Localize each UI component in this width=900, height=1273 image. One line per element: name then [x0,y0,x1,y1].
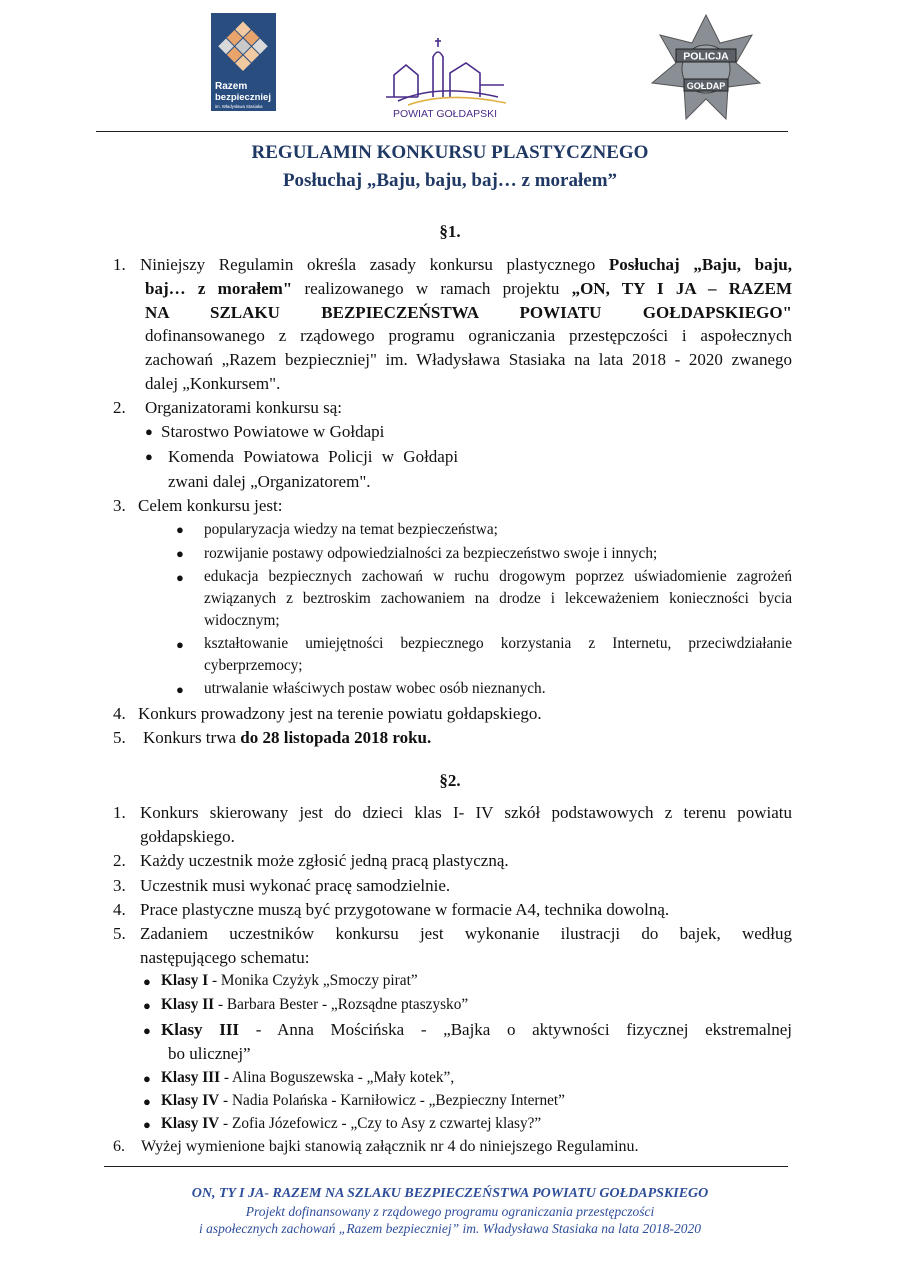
organizer-item: Komenda Powiatowa Policji w Gołdapi [168,447,459,466]
s2-p4-number: 4. [113,900,126,919]
story-text: - Barbara Bester - „Rozsądne ptaszysko” [214,996,469,1013]
class-label: Klasy III [161,1069,221,1086]
class-story-item-cont: bo ulicznej” [168,1044,251,1063]
s2-p5-number: 5. [113,924,126,943]
powiat-goldapski-logo [378,35,512,121]
s1-p1-text: realizowanego w ramach projektu [292,279,572,298]
bullet-icon: ● [176,637,184,652]
svg-text:POWIAT GOŁDAPSKI: POWIAT GOŁDAPSKI [392,108,498,120]
s1-p1-line-2 [145,277,792,300]
s1-p1-line-1 [140,253,792,276]
class-story-item [161,970,418,991]
bullet-icon: ● [143,1071,151,1086]
goal-item-cont: cyberprzemocy; [204,657,303,674]
document-subtitle: Posłuchaj „Baju, baju, baj… z morałem” [282,170,618,191]
goal-item: kształtowanie umiejętności bezpiecznego korzystania z Internetu, przeciwdziałanie [204,635,792,652]
header-divider [96,131,788,132]
s1-p1-number: 1. [113,255,126,274]
class-label: Klasy IV [161,1092,220,1109]
project-name: „ON, TY I JA – RAZEM [571,279,792,298]
class-story-item [161,994,468,1015]
policja-badge-graphic [650,13,762,125]
s2-p2-number: 2. [113,851,126,870]
contest-name: Posłuchaj „Baju, baju, [608,255,792,274]
goal-item: rozwijanie postawy odpowiedzialności za bezpieczeństwo swoje i innych; [204,545,658,562]
goal-item: utrwalanie właściwych postaw wobec osób nieznanych. [204,680,546,697]
footer-line-2: Projekt dofinansowany z rządowego programu ograniczania przestępczości [245,1204,655,1219]
svg-text:POLICJA: POLICJA [683,50,729,63]
s2-p6-text: Wyżej wymienione bajki stanowią załącznik nr 4 do niniejszego Regulaminu. [141,1138,639,1155]
story-text: - Monika Czyżyk „Smoczy pirat” [208,972,418,989]
s2-p2-text: Każdy uczestnik może zgłosić jedną pracą plastyczną. [140,851,509,870]
section-1-heading: §1. [439,222,461,241]
s2-p3-number: 3. [113,876,126,895]
s2-p1-number: 1. [113,803,126,822]
bullet-icon: ● [143,998,151,1013]
svg-text:bezpieczniej: bezpieczniej [215,92,271,103]
s1-p3-text: Celem konkursu jest: [138,496,283,515]
bullet-icon: ● [145,424,153,439]
class-story-item [161,1018,792,1041]
s1-p4-number: 4. [113,704,126,723]
s2-p1-line-1: Konkurs skierowany jest do dzieci klas I- IV szkół podstawowych z terenu powiatu [140,803,792,822]
contest-name-cont: baj… z morałem" [145,279,293,298]
bullet-icon: ● [176,522,184,537]
s2-p5-line-1: Zadaniem uczestników konkursu jest wykonanie ilustracji do bajek, według [140,924,792,943]
story-text: - Zofia Józefowicz - „Czy to Asy z czwartej klasy?” [219,1115,542,1132]
s1-p3-number: 3. [113,496,126,515]
bullet-icon: ● [176,682,184,697]
bullet-icon: ● [176,546,184,561]
svg-text:Razem: Razem [215,81,248,92]
class-label: Klasy I [161,972,209,989]
s1-p5-number: 5. [113,728,126,747]
policja-goldap-badge [650,13,762,125]
s1-p1-line-6: dalej „Konkursem". [145,374,281,393]
goal-item: popularyzacja wiedzy na temat bezpieczeństwa; [204,521,498,538]
s1-p1-text: Niniejszy Regulamin określa zasady konkursu plastycznego [140,255,609,274]
class-story-item [161,1067,454,1088]
goal-item: edukacja bezpiecznych zachowań w ruchu drogowym poprzez uświadomienie zagrożeń [204,568,792,585]
class-label: Klasy IV [161,1115,220,1132]
s1-p1-line-4: dofinansowanego z rządowego programu ograniczania przestępczości i aspołecznych [145,326,792,345]
razem-logo-graphic [211,13,276,111]
class-story-item [161,1113,541,1134]
s1-p4-text: Konkurs prowadzony jest na terenie powiatu gołdapskiego. [138,704,542,723]
svg-text:GOŁDAP: GOŁDAP [686,81,726,91]
bullet-icon: ● [143,1117,151,1132]
footer-line-3: i aspołecznych zachowań „Razem bezpieczniej” im. Władysława Stasiaka na lata 2018-2020 [198,1221,702,1236]
s1-p2-text: Organizatorami konkursu są: [145,398,343,417]
section-2-heading: §2. [439,771,461,790]
class-label: Klasy III [161,1020,240,1039]
document-title: REGULAMIN KONKURSU PLASTYCZNEGO [251,142,649,163]
s1-p1-line-3 [145,301,792,324]
footer-divider [104,1166,788,1167]
bullet-icon: ● [143,974,151,989]
s2-p4-text: Prace plastyczne muszą być przygotowane w formacie A4, technika dowolną. [140,900,670,919]
footer-project-name: ON, TY I JA- RAZEM NA SZLAKU BEZPIECZEŃSTWA POWIATU GOŁDAPSKIEGO [191,1186,709,1201]
s2-p1-line-2: gołdapskiego. [140,827,235,846]
project-name-cont: NA SZLAKU BEZPIECZEŃSTWA POWIATU GOŁDAPSKIEGO" [145,303,792,322]
bullet-icon: ● [143,1094,151,1109]
story-text: - Alina Boguszewska - „Mały kotek”, [220,1069,455,1086]
s2-p3-text: Uczestnik musi wykonać pracę samodzielnie. [140,876,451,895]
s2-p6-number: 6. [113,1138,125,1155]
story-text: - Nadia Polańska - Karniłowicz - „Bezpieczny Internet” [219,1092,565,1109]
bullet-icon: ● [176,570,184,585]
class-story-item [161,1090,565,1111]
razem-bezpieczniej-logo [211,13,276,111]
goal-item-cont: związanych z beztroskim zachowaniem na drodze i lekceważeniem konieczności bycia [204,590,792,607]
svg-text:im. Władysława Stasiaka: im. Władysława Stasiaka [215,104,263,109]
class-label: Klasy II [161,996,215,1013]
s1-p1-line-5: zachowań „Razem bezpieczniej" im. Władysława Stasiaka na lata 2018 - 2020 zwanego [145,350,792,369]
goal-item-cont: widocznym; [204,612,280,629]
organizer-item: Starostwo Powiatowe w Gołdapi [161,422,385,441]
powiat-logo-graphic [378,35,512,121]
story-text: - Anna Mościńska - „Bajka o aktywności fizycznej ekstremalnej [239,1020,792,1039]
bullet-icon: ● [145,449,153,464]
s1-p5-line [143,726,431,749]
s1-p2-number: 2. [113,398,126,417]
s1-p5-text: Konkurs trwa [143,728,241,747]
s1-p2-tail: zwani dalej „Organizatorem". [168,472,371,491]
deadline: do 28 listopada 2018 roku. [240,728,432,747]
bullet-icon: ● [143,1023,151,1038]
s2-p5-line-2: następującego schematu: [140,948,310,967]
